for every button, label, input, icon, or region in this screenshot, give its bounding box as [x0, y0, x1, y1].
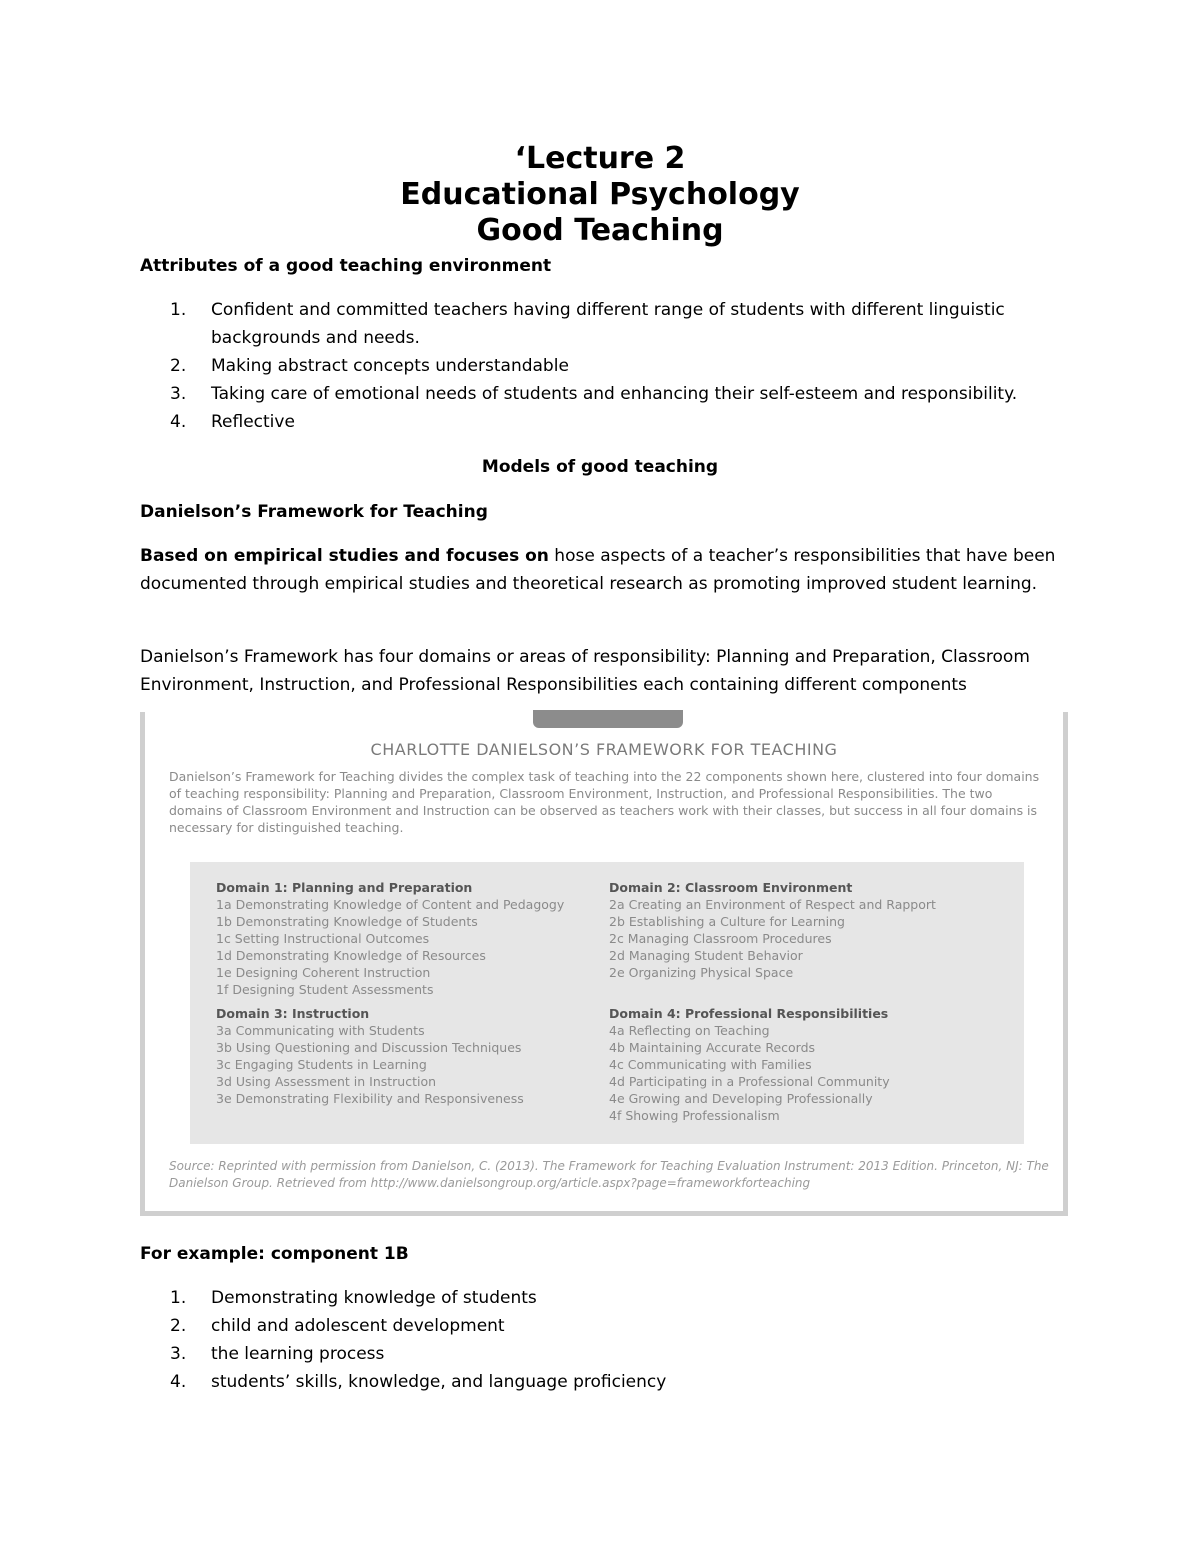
- domain-item: 2b Establishing a Culture for Learning: [609, 914, 845, 929]
- document-title: [0, 141, 1200, 249]
- domain-item: 4e Growing and Developing Professionally: [609, 1091, 873, 1106]
- figure-source: Source: Reprinted with permission from Danielson, C. (2013). The Framework for Teaching Evaluation Instrument: 2013 Edition. Princeton, NJ: The Danielson Group. Retrieved from http://www.danielsongroup.org/article.aspx?page=frameworkforteaching: [169, 1159, 1049, 1190]
- domain-item: 4b Maintaining Accurate Records: [609, 1040, 816, 1055]
- list-text: Confident and committed teachers having different range of students with different linguistic backgrounds and needs.: [211, 300, 1005, 348]
- domain-item: 2d Managing Student Behavior: [609, 948, 803, 963]
- domain-item: 1d Demonstrating Knowledge of Resources: [216, 948, 486, 963]
- list-item: [170, 1368, 1050, 1396]
- figure-intro: Danielson’s Framework for Teaching divides the complex task of teaching into the 22 components shown here, clustered into four domains of teaching responsibility: Planning and Preparation, Classroom Environment, Instruction, and Professional Responsibilities. The two domains of Classroom Environment and Instruction can be observed as teachers work with their classes, but success in all four domains is necessary for distinguished teaching.: [169, 769, 1040, 835]
- example-list: [170, 1284, 1050, 1396]
- domain-item: 1f Designing Student Assessments: [216, 982, 434, 997]
- attributes-list: [170, 296, 1050, 436]
- domain-heading: Domain 3: Instruction: [216, 1006, 370, 1021]
- list-number: 2.: [170, 1316, 187, 1336]
- list-item: [170, 296, 1050, 352]
- domains-panel: [190, 862, 1024, 1144]
- domain-heading: Domain 1: Planning and Preparation: [216, 880, 473, 895]
- title-line-3: Good Teaching: [476, 213, 724, 248]
- domain-item: 3d Using Assessment in Instruction: [216, 1074, 437, 1089]
- title-line-1: ‘Lecture 2: [514, 141, 686, 176]
- list-item: [170, 1284, 1050, 1312]
- attributes-heading: Attributes of a good teaching environment: [140, 256, 552, 276]
- domain-item: 1e Designing Coherent Instruction: [216, 965, 431, 980]
- domain-item: 4a Reflecting on Teaching: [609, 1023, 770, 1038]
- example-heading: For example: component 1B: [140, 1244, 409, 1264]
- list-number: 1.: [170, 300, 187, 320]
- domain-item: 4f Showing Professionalism: [609, 1108, 780, 1123]
- list-text: students’ skills, knowledge, and language proficiency: [211, 1372, 667, 1392]
- domain-3: [216, 1005, 524, 1107]
- list-item: [170, 408, 1050, 436]
- domain-4: [609, 1005, 890, 1124]
- list-text: Demonstrating knowledge of students: [211, 1288, 537, 1308]
- list-text: child and adolescent development: [211, 1316, 505, 1336]
- domain-heading: Domain 4: Professional Responsibilities: [609, 1006, 889, 1021]
- domain-item: 4c Communicating with Families: [609, 1057, 812, 1072]
- list-number: 1.: [170, 1288, 187, 1308]
- figure-title: CHARLOTTE DANIELSON’S FRAMEWORK FOR TEACHING: [370, 740, 838, 759]
- domain-item: 3b Using Questioning and Discussion Techniques: [216, 1040, 522, 1055]
- domain-item: 3e Demonstrating Flexibility and Responsiveness: [216, 1091, 524, 1106]
- list-text: Making abstract concepts understandable: [211, 356, 569, 376]
- domain-item: 1c Setting Instructional Outcomes: [216, 931, 430, 946]
- title-line-2: Educational Psychology: [400, 177, 800, 212]
- domain-item: 3c Engaging Students in Learning: [216, 1057, 427, 1072]
- models-heading: Models of good teaching: [481, 457, 719, 477]
- list-text: Taking care of emotional needs of students and enhancing their self-esteem and responsibility.: [211, 384, 1018, 404]
- framework-figure: [140, 712, 1068, 1216]
- list-number: 2.: [170, 356, 187, 376]
- domain-item: 2a Creating an Environment of Respect and Rapport: [609, 897, 936, 912]
- paragraph-lead: Based on empirical studies and focuses on: [140, 546, 549, 566]
- list-item: [170, 1340, 1050, 1368]
- domain-item: 1b Demonstrating Knowledge of Students: [216, 914, 478, 929]
- list-number: 4.: [170, 412, 187, 432]
- domain-item: 2e Organizing Physical Space: [609, 965, 794, 980]
- list-number: 4.: [170, 1372, 187, 1392]
- domain-heading: Domain 2: Classroom Environment: [609, 880, 853, 895]
- domain-item: 4d Participating in a Professional Community: [609, 1074, 890, 1089]
- paragraph-empirical: [140, 542, 1060, 598]
- list-text: the learning process: [211, 1344, 385, 1364]
- list-item: [170, 1312, 1050, 1340]
- domain-1: [216, 879, 564, 998]
- paragraph-body: hose aspects of a teacher’s responsibilities that have been documented through empirical studies and theoretical research as promoting improved student learning.: [140, 546, 1056, 594]
- domain-item: 1a Demonstrating Knowledge of Content and Pedagogy: [216, 897, 565, 912]
- list-item: [170, 352, 1050, 380]
- list-text: Reflective: [211, 412, 295, 432]
- domain-item: 3a Communicating with Students: [216, 1023, 425, 1038]
- domain-item: 2c Managing Classroom Procedures: [609, 931, 832, 946]
- paragraph-domains: Danielson’s Framework has four domains or areas of responsibility: Planning and Preparation, Classroom Environment, Instruction, and Professional Responsibilities each containing different components: [140, 647, 1030, 695]
- figure-label-tab: [533, 710, 683, 728]
- list-number: 3.: [170, 1344, 187, 1364]
- danielson-heading: Danielson’s Framework for Teaching: [140, 502, 488, 522]
- list-item: [170, 380, 1050, 408]
- domain-2: [609, 879, 936, 981]
- list-number: 3.: [170, 384, 187, 404]
